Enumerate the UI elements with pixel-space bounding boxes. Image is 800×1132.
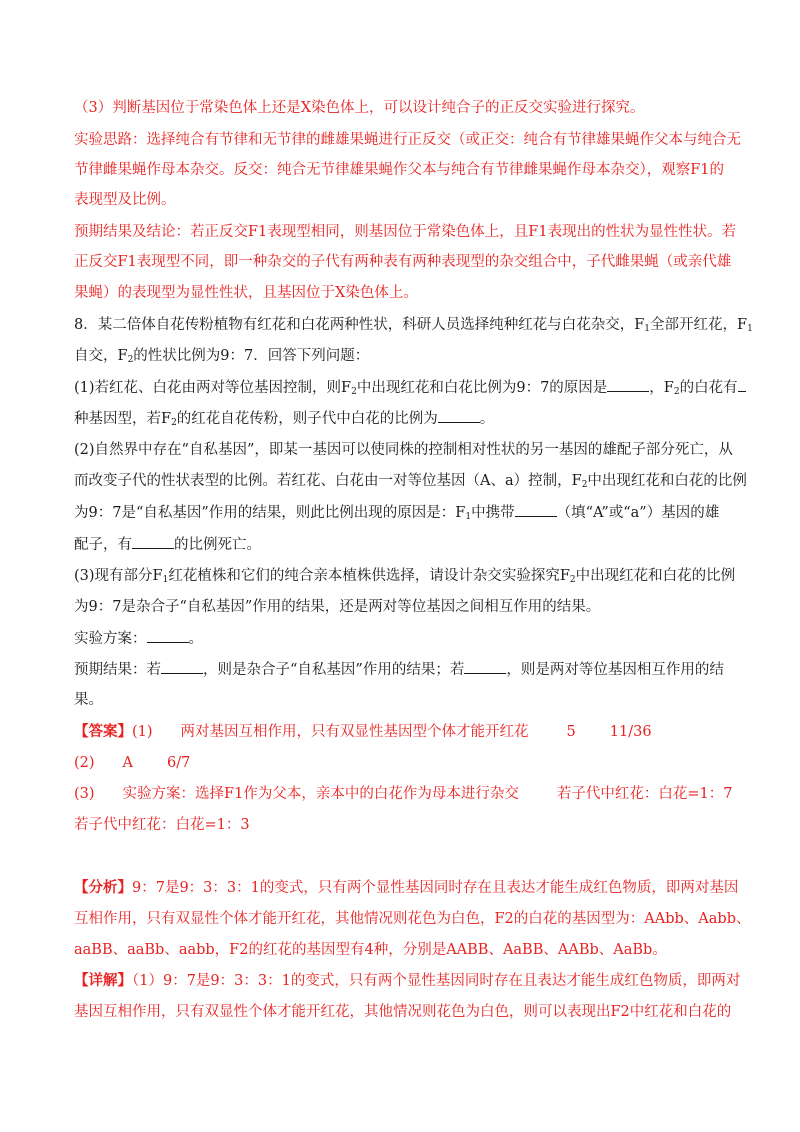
answer-blank (515, 502, 557, 517)
q8-part3-line-2: 为9：7是杂合子“自私基因”作用的结果，还是两对等位基因之间相互作用的结果。 (74, 599, 601, 615)
answer-blank (132, 534, 174, 549)
q8-text: ，F (649, 380, 674, 396)
q8-text: 预期结果：若 (74, 662, 161, 678)
section3-result-line-2: 正反交F1表现型不同，即一种杂交的子代有两种表有两种表现型的杂交组合中，子代雌果蝇（或亲代雄 (74, 254, 732, 270)
q8-part2-line-2 (74, 471, 747, 491)
q8-text: 中出现红花和白花的比例 (587, 473, 747, 489)
answer-text: 实验方案：选择F1作为父本，亲本中的白花作为母本进行杂交 (122, 786, 519, 802)
analysis-tag: 【分析】 (74, 879, 132, 896)
answer-blank (738, 377, 746, 392)
analysis-text: 9：7是9：3：3：1的变式，只有两个显性基因同时存在且表达才能生成红色物质，即两对基因 (132, 880, 739, 896)
answer-part-number: (2) (74, 755, 95, 771)
q8-stem-text: 自交，F (74, 348, 128, 364)
q8-text: (1)若红花、白花由两对等位基因控制，则F (74, 380, 352, 396)
answer-blank (607, 377, 649, 392)
section3-result-line-3: 果蝇）的表现型为显性性状，且基因位于X染色体上。 (74, 285, 418, 301)
subscript: 2 (569, 575, 576, 585)
subscript: 2 (127, 355, 134, 365)
detail-text: （1）9：7是9：3：3：1的变式，只有两个显性基因同时存在且表达才能生成红色物质，即两对 (132, 973, 741, 989)
q8-part2-line-4 (74, 534, 261, 555)
q8-part2-line-1: (2)自然界中存在“自私基因”，即某一基因可以使同株的控制相对性状的另一基因的雄配子部分死亡，从 (74, 442, 733, 458)
q8-stem-line-2 (74, 346, 369, 366)
q8-part1-line-1 (74, 377, 746, 398)
q8-text: ，则是两对等位基因相互作用的结 (506, 662, 724, 678)
q8-text: 中携带 (471, 505, 515, 521)
q8-text: 实验方案： (74, 631, 147, 647)
answer-text: 11/36 (609, 724, 652, 740)
subscript: 1 (747, 324, 753, 334)
analysis-line-1 (74, 878, 738, 898)
q8-text: 的比例死亡。 (174, 537, 261, 553)
answer-row-1 (74, 722, 652, 742)
q8-text: 中出现红花和白花比例为9：7的原因是 (356, 380, 608, 396)
q8-text: 红花植株和它们的纯合亲本植株供选择，请设计杂交实验探究F (168, 568, 570, 584)
analysis-line-2: 互相作用，只有双显性个体才能开红花，其他情况则花色为白色，F2的白花的基因型为：AAbb、Aabb、 (74, 911, 751, 927)
answer-blank (161, 659, 203, 674)
q8-text: ，则是杂合子“自私基因”作用的结果；若 (203, 662, 465, 678)
q8-text: (3)现有部分F (74, 568, 163, 584)
answer-text: 两对基因互相作用，只有双显性基因型个体才能开红花 (180, 724, 529, 740)
q8-text: 配子，有 (74, 537, 132, 553)
answer-text: 5 (566, 724, 576, 740)
q8-part3-line-4 (74, 659, 724, 680)
q8-stem-line-1 (74, 315, 753, 335)
q8-stem-text: 8．某二倍体自花传粉植物有红花和白花两种性状，科研人员选择纯种红花与白花杂交，F (74, 317, 645, 333)
section3-idea-line-2: 节律雌果蝇作母本杂交。反交：纯合无节律雄果蝇作父本与纯合有节律雌果蝇作母本杂交），观察F1的 (74, 162, 725, 178)
q8-part2-line-3 (74, 502, 719, 523)
answer-row-3 (74, 784, 732, 804)
answer-tag: 【答案】 (74, 723, 132, 740)
q8-part3-line-1 (74, 566, 735, 586)
detail-line-2: 基因互相作用，只有双显性个体才能开红花，其他情况则花色为白色，则可以表现出F2中红花和白花的 (74, 1004, 732, 1020)
answer-text: A (122, 755, 134, 771)
section3-result-line-1: 预期结果及结论：若正反交F1表现型相同，则基因位于常染色体上，且F1表现出的性状为显性性状。若 (74, 224, 737, 240)
subscript: 2 (673, 387, 680, 397)
q8-text: （填“A”或“a”）基因的雄 (556, 505, 720, 521)
subscript: 2 (171, 418, 177, 428)
q8-part3-line-5: 果。 (74, 692, 103, 708)
subscript: 1 (162, 575, 169, 585)
q8-part3-line-3 (74, 628, 203, 649)
q8-text: 而改变子代的性状表型的比例。若红花、白花由一对等位基因（A、a）控制，F (74, 473, 582, 489)
answer-blank (464, 659, 506, 674)
q8-text: 。 (188, 631, 203, 647)
answer-row-4: 若子代中红花：白花=1：3 (74, 817, 250, 833)
q8-text: 的白花有 (679, 380, 738, 396)
answer-blank (147, 628, 189, 643)
subscript: 2 (351, 387, 357, 397)
subscript: 1 (465, 512, 472, 522)
section3-idea-line-3: 表现型及比例。 (74, 192, 176, 208)
detail-tag: 【详解】 (74, 972, 132, 989)
subscript: 1 (644, 324, 651, 334)
q8-text: 为9：7是“自私基因”作用的结果，则此比例出现的原因是：F (74, 505, 466, 521)
answer-part-number: (3) (74, 786, 95, 802)
answer-text: 若子代中红花：白花=1：7 (556, 786, 733, 802)
answer-part-number: (1) (132, 724, 153, 740)
q8-text: 。 (479, 411, 495, 427)
q8-text: 种基因型，若F (74, 411, 172, 427)
detail-line-1 (74, 971, 740, 991)
section3-heading: （3）判断基因位于常染色体上还是X染色体上，可以设计纯合子的正反交实验进行探究。 (74, 100, 645, 116)
subscript: 2 (581, 480, 588, 490)
q8-part1-line-2 (74, 408, 494, 429)
analysis-line-3: aaBB、aaBb、aabb，F2的红花的基因型有4种，分别是AABB、AaBB、AABb、AaBb。 (74, 942, 667, 958)
section3-idea-line-1: 实验思路：选择纯合有节律和无节律的雌雄果蝇进行正反交（或正交：纯合有节律雄果蝇作父本与纯合无 (74, 132, 741, 148)
q8-stem-text: 全部开红花，F (650, 317, 748, 333)
q8-text: 的红花自花传粉，则子代中白花的比例为 (176, 411, 438, 427)
q8-stem-text: 的性状比例为9：7．回答下列问题： (133, 348, 370, 364)
answer-blank (438, 408, 480, 423)
answer-row-2 (74, 753, 190, 773)
answer-text: 6/7 (167, 755, 191, 771)
q8-text: 中出现红花和白花的比例 (575, 568, 736, 584)
